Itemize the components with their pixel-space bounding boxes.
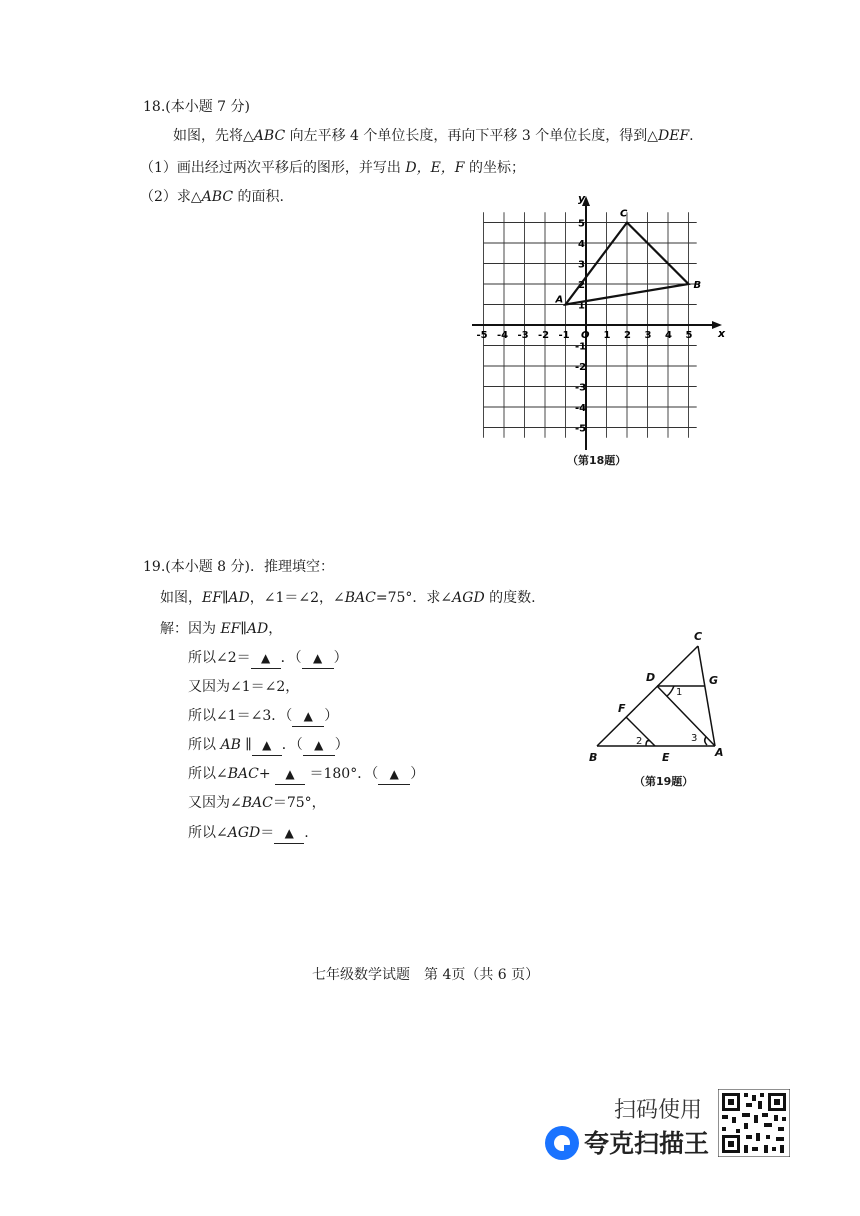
answer-blank[interactable]: ▲: [252, 735, 282, 756]
label-f: F: [618, 702, 626, 715]
label-c: C: [694, 630, 703, 643]
q19-line4: 所以 AB ∥ ▲ ．（ ▲ ）: [188, 735, 349, 756]
q19-given: 如图，EF∥AD，∠1＝∠2，∠BAC=75°．求∠AGD 的度数.: [160, 590, 536, 606]
angle-1-arc: [667, 686, 674, 696]
y-tick-label: 1: [578, 300, 585, 312]
x-tick-label: 5: [685, 330, 693, 341]
reason-blank[interactable]: ▲: [378, 764, 410, 785]
point-label-a: A: [555, 294, 564, 306]
answer-blank[interactable]: ▲: [274, 823, 304, 844]
angle-1-label: 1: [676, 687, 683, 698]
scan-to-use-text: 扫码使用: [614, 1098, 703, 1123]
q19-line6: 又因为∠BAC＝75°，: [188, 795, 326, 811]
origin-label: O: [581, 330, 590, 341]
q18-figure-caption: （第18题）: [567, 454, 627, 467]
y-tick-label: -4: [575, 403, 587, 414]
y-tick-label: 3: [578, 259, 585, 271]
q18-intro: 如图，先将△ABC 向左平移 4 个单位长度，再向下平移 3 个单位长度，得到△DEF.: [173, 128, 694, 144]
q19-line3: 所以∠1＝∠3．（ ▲ ）: [188, 706, 338, 727]
y-tick-label: -5: [575, 423, 587, 435]
q19-triangle-figure: [580, 626, 730, 772]
x-tick-label: -4: [497, 330, 509, 341]
label-d: D: [646, 671, 656, 684]
page-footer: 七年级数学试题 第 4页（共 6 页）: [312, 967, 540, 983]
point-label-c: C: [620, 208, 628, 220]
q19-header: 19.(本小题 8 分)．推理填空：: [143, 559, 334, 575]
y-tick-label: 5: [578, 218, 585, 230]
q19-line2: 又因为∠1＝∠2，: [188, 679, 300, 695]
x-tick-label: 2: [624, 330, 631, 341]
y-tick-label: -1: [575, 341, 587, 353]
y-tick-labels: [575, 219, 586, 435]
x-tick-label: -2: [538, 330, 550, 341]
angle-2-arc: [646, 741, 650, 746]
y-tick-label: 2: [578, 280, 585, 291]
y-tick-label: 4: [578, 239, 585, 250]
answer-blank[interactable]: ▲: [275, 764, 305, 785]
x-tick-label: 3: [644, 330, 652, 341]
x-tick-label: -5: [476, 330, 488, 341]
angle-3-label: 3: [691, 733, 698, 744]
q19-line5: 所以∠BAC+ ▲ ＝180°．（ ▲ ）: [188, 764, 424, 785]
y-tick-label: -2: [575, 362, 587, 373]
reason-blank[interactable]: ▲: [292, 706, 324, 727]
q18-header: 18.(本小题 7 分): [143, 99, 250, 115]
q18-part2: （2）求△ABC 的面积.: [140, 189, 284, 205]
x-tick-label: 4: [665, 330, 672, 341]
x-tick-label: -1: [558, 330, 570, 341]
point-label-b: B: [693, 280, 702, 291]
side-bc: [597, 646, 698, 746]
x-axis-label: x: [718, 327, 726, 340]
brand-name: 夸克扫描王: [584, 1129, 710, 1158]
x-tick-label: 1: [603, 330, 611, 341]
y-tick-label: -3: [575, 382, 587, 394]
label-b: B: [589, 751, 598, 764]
answer-blank[interactable]: ▲: [251, 648, 281, 669]
q18-part1: （1）画出经过两次平移后的图形，并写出 D，E，F 的坐标；: [140, 160, 525, 176]
reason-blank[interactable]: ▲: [302, 648, 334, 669]
angle-2-label: 2: [636, 736, 643, 747]
label-g: G: [709, 674, 719, 687]
label-e: E: [662, 751, 670, 764]
qr-code-icon[interactable]: [718, 1089, 790, 1157]
q18-coordinate-grid: [460, 188, 730, 473]
quark-logo-icon: [544, 1125, 580, 1161]
y-axis-label: y: [578, 192, 586, 205]
label-a: A: [715, 746, 724, 759]
q19-line7: 所以∠AGD＝ ▲ .: [188, 823, 309, 844]
x-tick-label: -3: [517, 330, 529, 341]
q19-line1: 所以∠2＝ ▲ ．（ ▲ ）: [188, 648, 348, 669]
q19-solution-start: 解：因为 EF∥AD，: [160, 621, 283, 637]
q19-figure-caption: （第19题）: [634, 775, 694, 788]
reason-blank[interactable]: ▲: [303, 735, 335, 756]
